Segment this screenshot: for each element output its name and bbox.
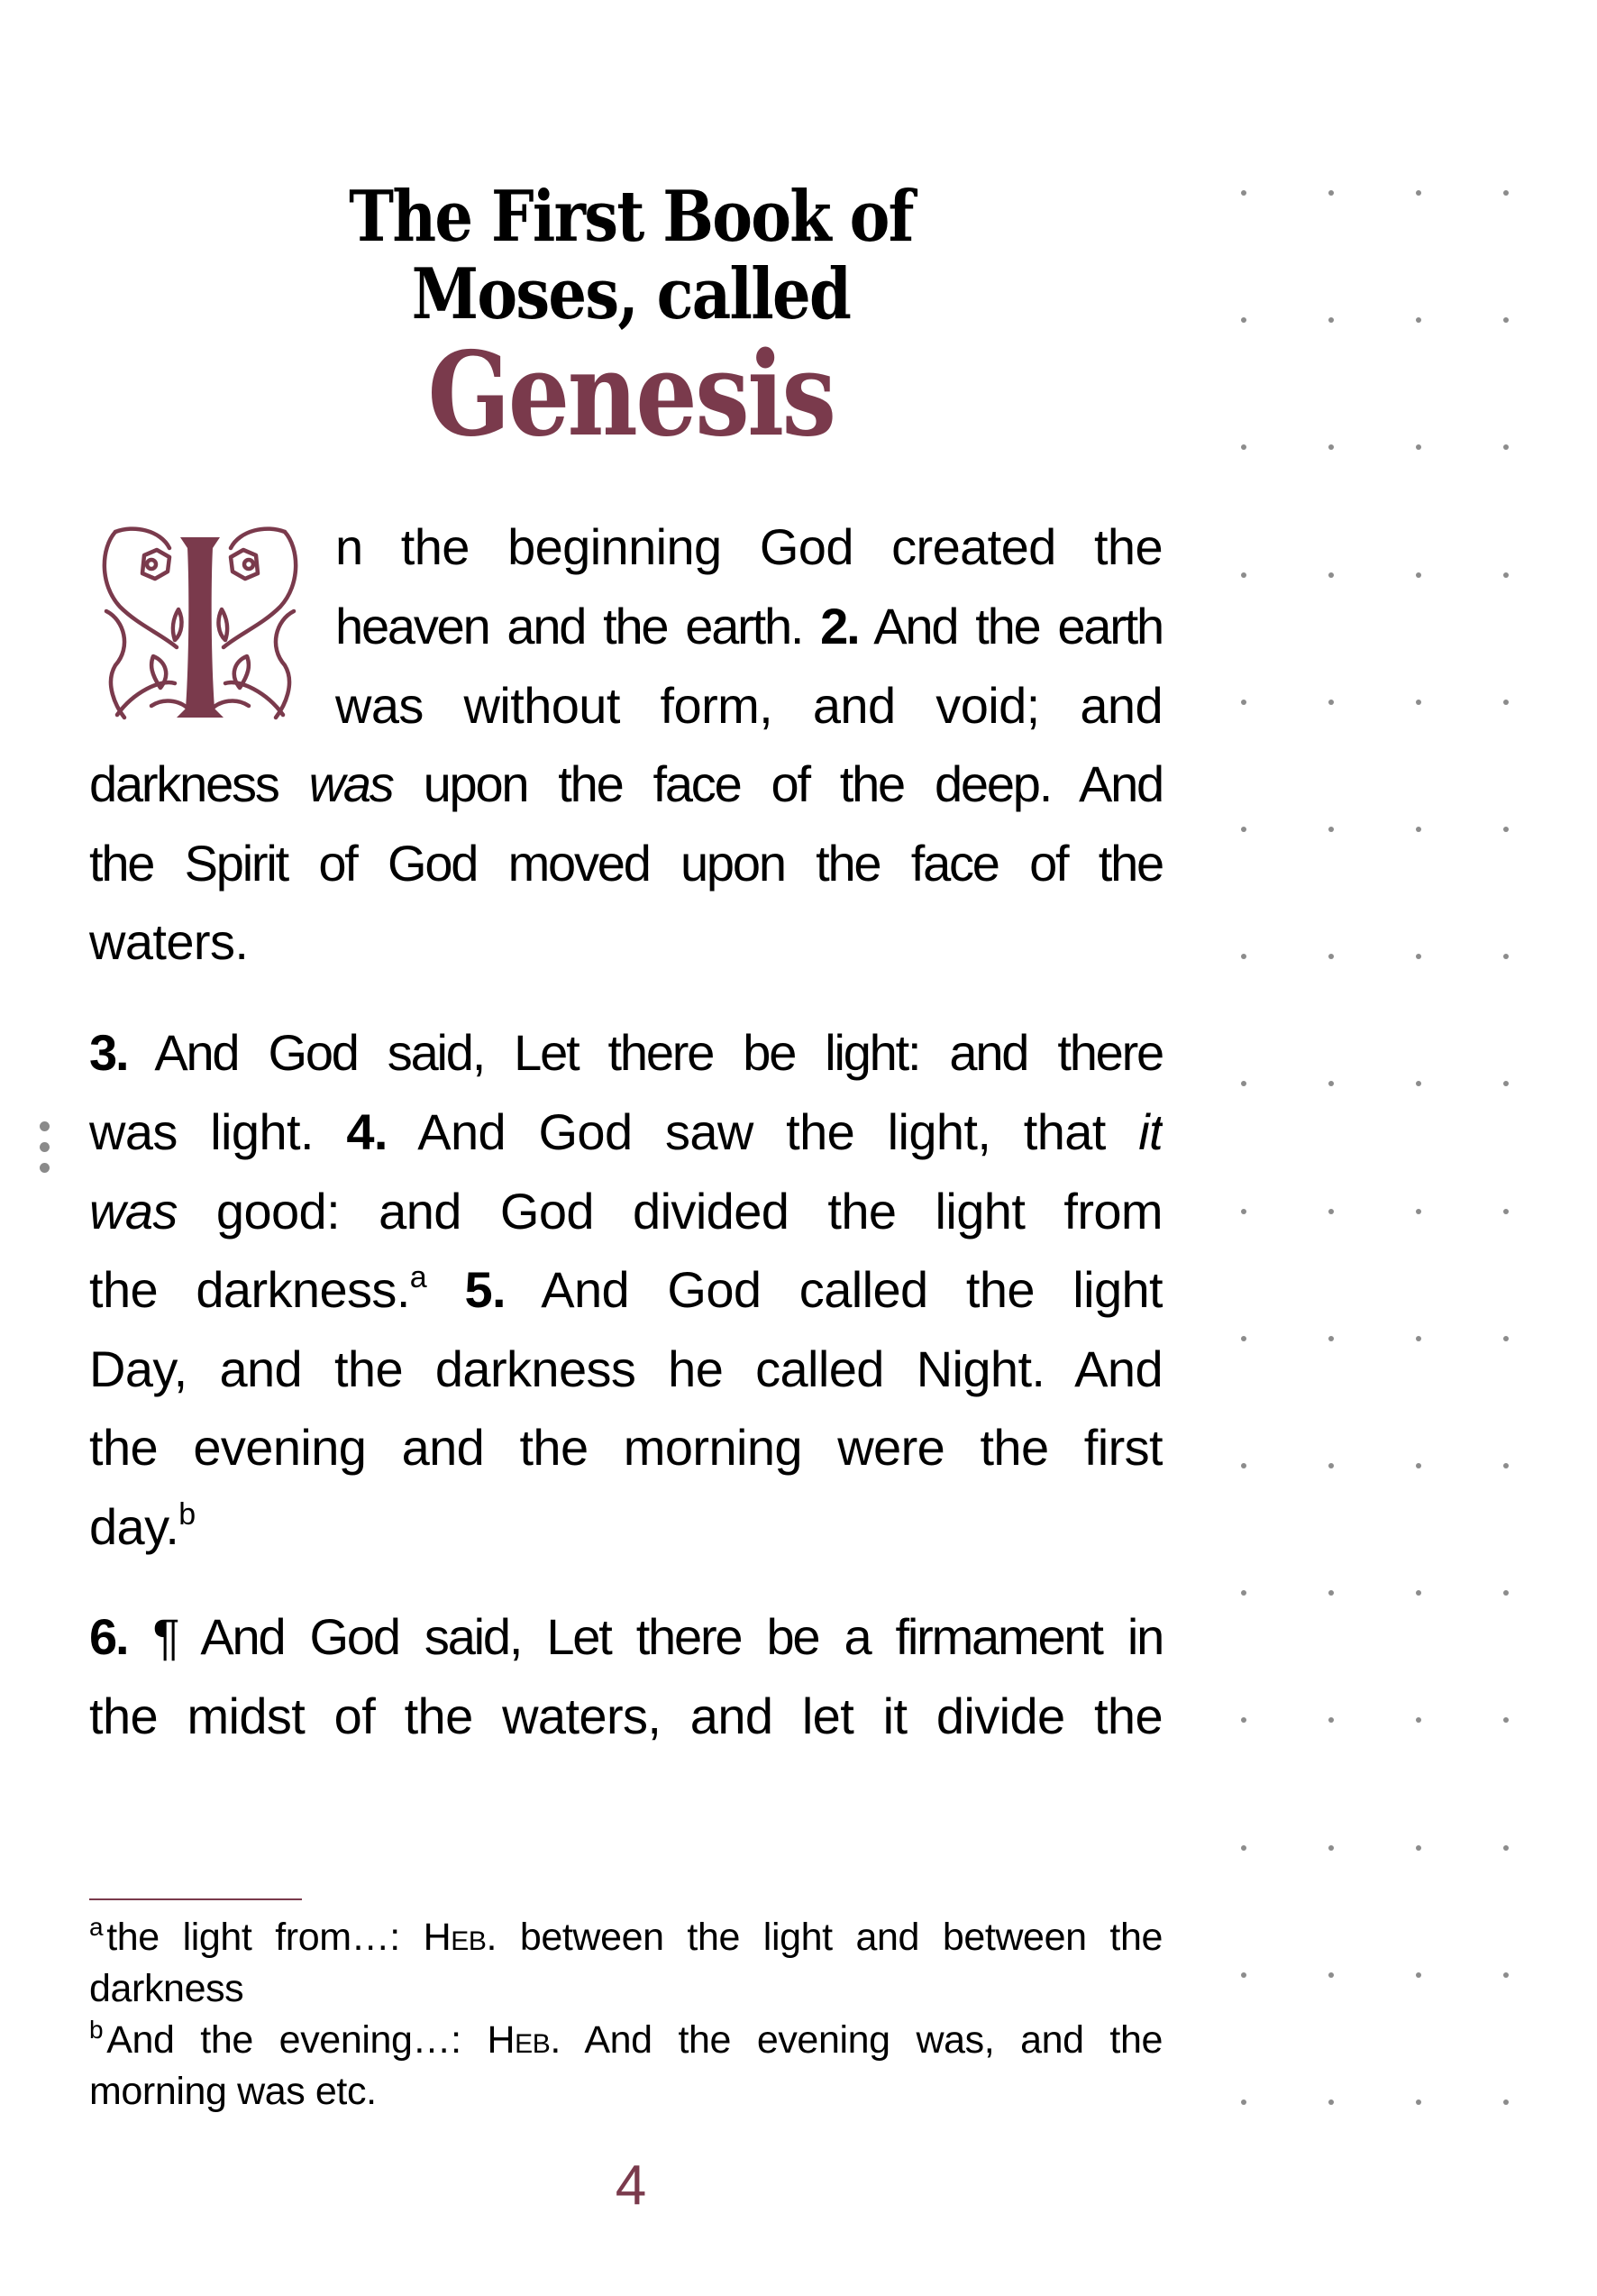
grid-dot xyxy=(1328,954,1334,959)
text: ¶ And God said, Let there be a firmament in xyxy=(152,1608,1163,1665)
grid-dot xyxy=(1241,954,1246,959)
grid-dot xyxy=(1328,827,1334,832)
grid-dot xyxy=(1328,1336,1334,1341)
grid-dot xyxy=(1241,1590,1246,1596)
grid-dot xyxy=(1416,1081,1421,1086)
body-line xyxy=(89,1677,1163,1756)
drop-cap-i-icon xyxy=(97,521,303,728)
italic-text: was xyxy=(308,755,393,812)
grid-dot xyxy=(1328,1590,1334,1596)
footnote-a xyxy=(89,1912,1163,1963)
grid-dot xyxy=(1503,1972,1509,1978)
grid-dot xyxy=(1328,1209,1334,1214)
text: And the evening…: xyxy=(106,2018,488,2062)
body-line xyxy=(89,1330,1163,1409)
grid-dot xyxy=(1241,1845,1246,1851)
grid-dot xyxy=(1503,444,1509,450)
grid-dot xyxy=(1241,190,1246,196)
grid-dot xyxy=(1328,2099,1334,2105)
grid-dot xyxy=(1328,1081,1334,1086)
text: Day, and the darkness he called Night. And xyxy=(89,1340,1163,1397)
grid-dot xyxy=(1503,1081,1509,1086)
grid-dot xyxy=(1416,1972,1421,1978)
body-line xyxy=(89,1597,1163,1677)
title-line-2: Moses, called xyxy=(411,253,851,335)
text: waters. xyxy=(89,913,249,970)
text: the darkness. xyxy=(89,1261,410,1318)
text: the midst of the waters, and let it divide the xyxy=(89,1688,1163,1744)
text: And God said, Let there be light: and there xyxy=(154,1024,1163,1081)
text: darkness xyxy=(89,755,309,812)
grid-dot xyxy=(1503,1463,1509,1468)
body-line xyxy=(89,745,1163,824)
grid-dot xyxy=(1241,1209,1246,1214)
grid-dot xyxy=(1328,1845,1334,1851)
grid-dot xyxy=(1416,572,1421,578)
grid-dot xyxy=(1416,700,1421,705)
text: morning was etc. xyxy=(89,2070,377,2113)
body-line xyxy=(335,508,1163,587)
grid-dot xyxy=(1503,572,1509,578)
grid-dot xyxy=(1241,317,1246,323)
text: And the earth xyxy=(873,598,1163,654)
title-line-1: The First Book of xyxy=(349,176,913,258)
text: day. xyxy=(89,1498,179,1555)
smallcaps-text: Heb xyxy=(487,2018,551,2062)
grid-dot xyxy=(1416,1463,1421,1468)
verse-number: 6. xyxy=(89,1608,128,1665)
grid-dot xyxy=(1241,1336,1246,1341)
grid-dot xyxy=(1241,1081,1246,1086)
body-line xyxy=(335,666,1163,746)
text: was light. xyxy=(89,1103,347,1160)
grid-dot xyxy=(1416,1336,1421,1341)
text: was without form, and void; and xyxy=(335,677,1163,734)
verse-number: 4. xyxy=(346,1103,388,1160)
grid-dot xyxy=(1416,444,1421,450)
text: heaven and the earth. xyxy=(335,598,821,654)
footnote-a-cont xyxy=(89,1963,1163,2015)
grid-dot xyxy=(1241,444,1246,450)
grid-dot xyxy=(1503,190,1509,196)
body-line xyxy=(335,587,1163,666)
italic-text: was xyxy=(89,1183,178,1239)
dot xyxy=(40,1142,50,1152)
text: n the beginning God created the xyxy=(335,518,1163,575)
grid-dot xyxy=(1328,317,1334,323)
grid-dot xyxy=(1503,2099,1509,2105)
grid-dot xyxy=(1416,1845,1421,1851)
grid-dot xyxy=(1503,700,1509,705)
text: . And the evening was, and the xyxy=(550,2018,1163,2062)
body-line xyxy=(89,1250,1163,1330)
grid-dot xyxy=(1503,954,1509,959)
grid-dot xyxy=(1503,1845,1509,1851)
grid-dot xyxy=(1328,1717,1334,1723)
grid-dot xyxy=(1416,827,1421,832)
dot xyxy=(40,1163,50,1173)
grid-dot xyxy=(1241,827,1246,832)
grid-dot xyxy=(1416,1209,1421,1214)
grid-dot xyxy=(1241,572,1246,578)
grid-dot xyxy=(1503,1590,1509,1596)
grid-dot xyxy=(1241,1972,1246,1978)
text: And God saw the light, that xyxy=(417,1103,1139,1160)
grid-dot xyxy=(1416,1590,1421,1596)
text: good: and God divided the light from xyxy=(215,1183,1163,1239)
footnote-b xyxy=(89,2015,1163,2066)
body-line xyxy=(89,1093,1163,1172)
book-name: Genesis xyxy=(427,327,835,462)
grid-dot xyxy=(1241,2099,1246,2105)
dot xyxy=(40,1121,50,1131)
grid-dot xyxy=(1328,1463,1334,1468)
smallcaps-text: Heb xyxy=(423,1916,487,1959)
grid-dot xyxy=(1241,1717,1246,1723)
grid-dot xyxy=(1416,2099,1421,2105)
footnote-b-cont xyxy=(89,2066,1163,2118)
grid-dot xyxy=(1241,700,1246,705)
verse-number: 2. xyxy=(820,598,859,654)
grid-dot xyxy=(1416,1717,1421,1723)
body-line xyxy=(89,1013,1163,1093)
grid-dot xyxy=(1503,317,1509,323)
verse-number: 3. xyxy=(89,1024,128,1081)
body-line xyxy=(89,902,1163,982)
text: . between the light and between the xyxy=(486,1916,1163,1959)
page-number: 4 xyxy=(615,2154,647,2217)
grid-dot xyxy=(1328,1972,1334,1978)
grid-dot xyxy=(1328,190,1334,196)
grid-dot xyxy=(1328,572,1334,578)
grid-dot xyxy=(1416,954,1421,959)
grid-dot xyxy=(1328,700,1334,705)
grid-dot xyxy=(1328,444,1334,450)
italic-text: it xyxy=(1138,1103,1163,1160)
grid-dot xyxy=(1503,1209,1509,1214)
vertical-ellipsis-icon[interactable] xyxy=(36,1118,54,1177)
body-line xyxy=(89,1172,1163,1251)
footnote-ref-a[interactable]: a xyxy=(409,1260,427,1294)
grid-dot xyxy=(1416,190,1421,196)
grid-dot xyxy=(1503,827,1509,832)
body-line xyxy=(89,824,1163,903)
grid-dot xyxy=(1503,1336,1509,1341)
grid-dot xyxy=(1416,317,1421,323)
body-line xyxy=(89,1408,1163,1487)
verse-number: 5. xyxy=(464,1261,506,1318)
text: the evening and the morning were the first xyxy=(89,1419,1163,1476)
grid-dot xyxy=(1503,1717,1509,1723)
text: darkness xyxy=(89,1967,244,2010)
footnote-divider xyxy=(89,1898,302,1900)
footnote-mark: b xyxy=(89,2016,104,2044)
grid-dot xyxy=(1241,1463,1246,1468)
dot-grid xyxy=(1235,184,1523,2122)
text: And God called the light xyxy=(541,1261,1163,1318)
footnote-mark: a xyxy=(89,1913,104,1941)
footnote-ref-b[interactable]: b xyxy=(178,1497,196,1532)
text: the Spirit of God moved upon the face of the xyxy=(89,835,1163,892)
text: upon the face of the deep. And xyxy=(423,755,1163,812)
text: the light from…: xyxy=(106,1916,424,1959)
body-line xyxy=(89,1487,1163,1567)
